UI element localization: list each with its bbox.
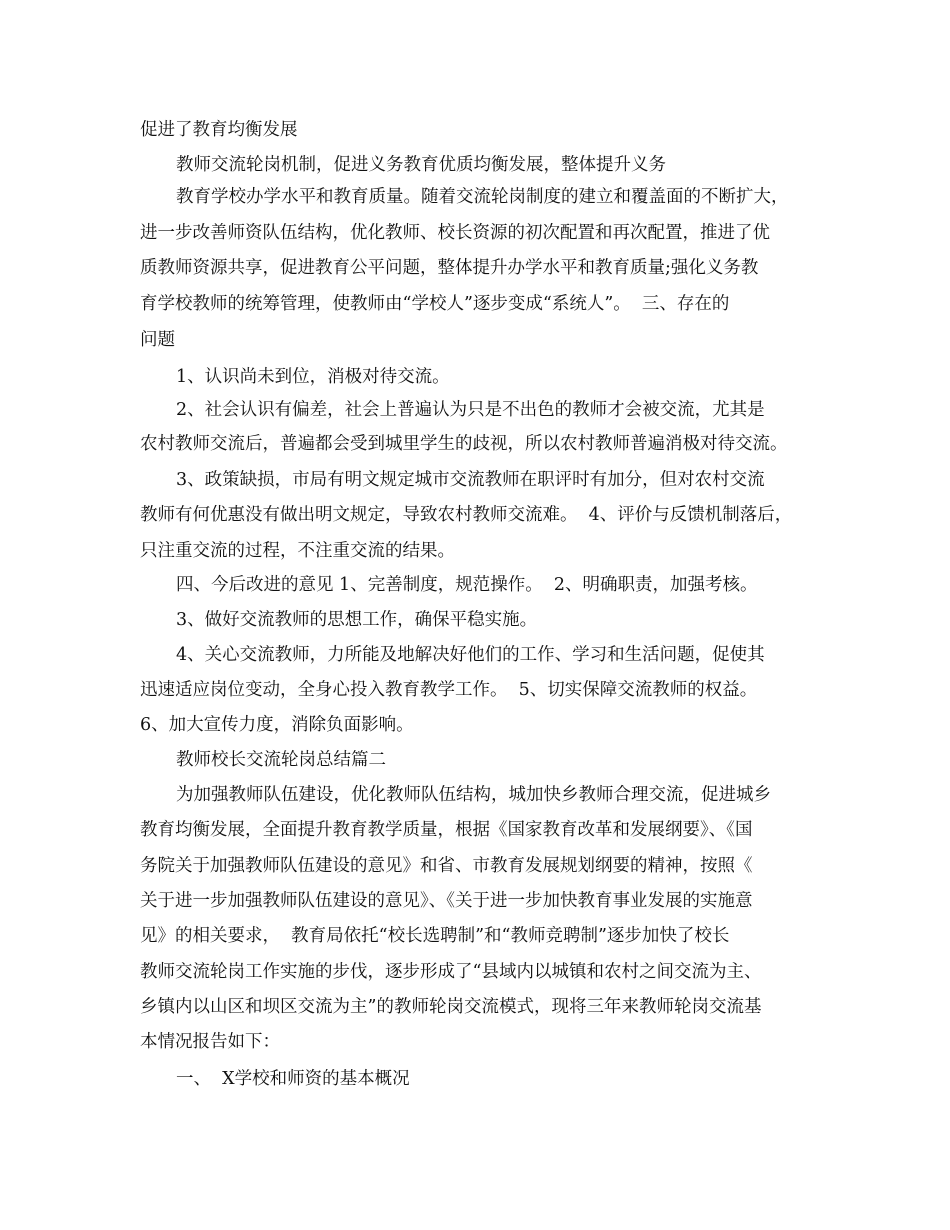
text-line: 教师有何优惠没有做出明文规定，导致农村教师交流难。 4、评价与反馈机制落后， <box>140 505 793 525</box>
text-line: 教师交流轮岗工作实施的步伐，逐步形成了“县域内以城镇和农村之间交流为主、 <box>140 962 762 982</box>
text-line: 本情况报告如下： <box>140 1032 280 1052</box>
text-line: 务院关于加强教师队伍建设的意见》和省、市教育发展规划纲要的精神，按照《 <box>140 856 753 876</box>
text-line: 问题 <box>140 330 175 350</box>
text-line: 只注重交流的过程，不注重交流的结果。 <box>140 541 455 561</box>
text-line: 3、做好交流教师的思想工作，确保平稳实施。 <box>176 610 538 630</box>
text-line: 进一步改善师资队伍结构，优化教师、校长资源的初次配置和再次配置，推进了优 <box>140 223 770 243</box>
text-line: 6、加大宣传力度，消除负面影响。 <box>140 715 414 735</box>
text-line: 为加强教师队伍建设，优化教师队伍结构，城加快乡教师合理交流，促进城乡 <box>176 785 771 805</box>
text-line: 2、社会认识有偏差，社会上普遍认为只是不出色的教师才会被交流，尤其是 <box>176 400 765 420</box>
text-line: 农村教师交流后，普遍都会受到城里学生的歧视，所以农村教师普遍消极对待交流。 <box>140 434 788 454</box>
text-line: 4、关心交流教师，力所能及地解决好他们的工作、学习和生活问题，促使其 <box>176 645 765 665</box>
text-line: 教师交流轮岗机制，促进义务教育优质均衡发展，整体提升义务 <box>176 155 666 175</box>
text-line: 3、政策缺损，市局有明文规定城市交流教师在职评时有加分，但对农村交流 <box>176 470 765 490</box>
subsection-heading: 一、 X学校和师资的基本概况 <box>176 1069 410 1089</box>
text-line: 关于进一步加强教师队伍建设的意见》、《关于进一步加快教育事业发展的实施意 <box>140 891 753 911</box>
text-line: 教育均衡发展，全面提升教育教学质量，根据《国家教育改革和发展纲要》、《国 <box>140 820 753 840</box>
text-line: 迅速适应岗位变动，全身心投入教育教学工作。 5、切实保障交流教师的权益。 <box>140 680 758 700</box>
text-line: 1、认识尚未到位，消极对待交流。 <box>176 367 450 387</box>
text-line: 促进了教育均衡发展 <box>140 120 298 140</box>
text-line: 乡镇内以山区和坝区交流为主”的教师轮岗交流模式，现将三年来教师轮岗交流基 <box>140 997 762 1017</box>
text-line: 教育学校办学水平和教育质量。随着交流轮岗制度的建立和覆盖面的不断扩大， <box>176 187 789 207</box>
section-heading: 教师校长交流轮岗总结篇二 <box>176 750 386 770</box>
text-line: 育学校教师的统筹管理，使教师由“学校人”逐步变成“系统人”。 三、存在的 <box>140 294 730 314</box>
text-line: 质教师资源共享，促进教育公平问题，整体提升办学水平和教育质量;强化义务教 <box>140 258 759 278</box>
text-line: 四、今后改进的意见 1、完善制度，规范操作。 2、明确职责，加强考核。 <box>176 575 758 595</box>
text-line: 见》的相关要求， 教育局依托“校长选聘制”和“教师竞聘制”逐步加快了校长 <box>140 926 730 946</box>
